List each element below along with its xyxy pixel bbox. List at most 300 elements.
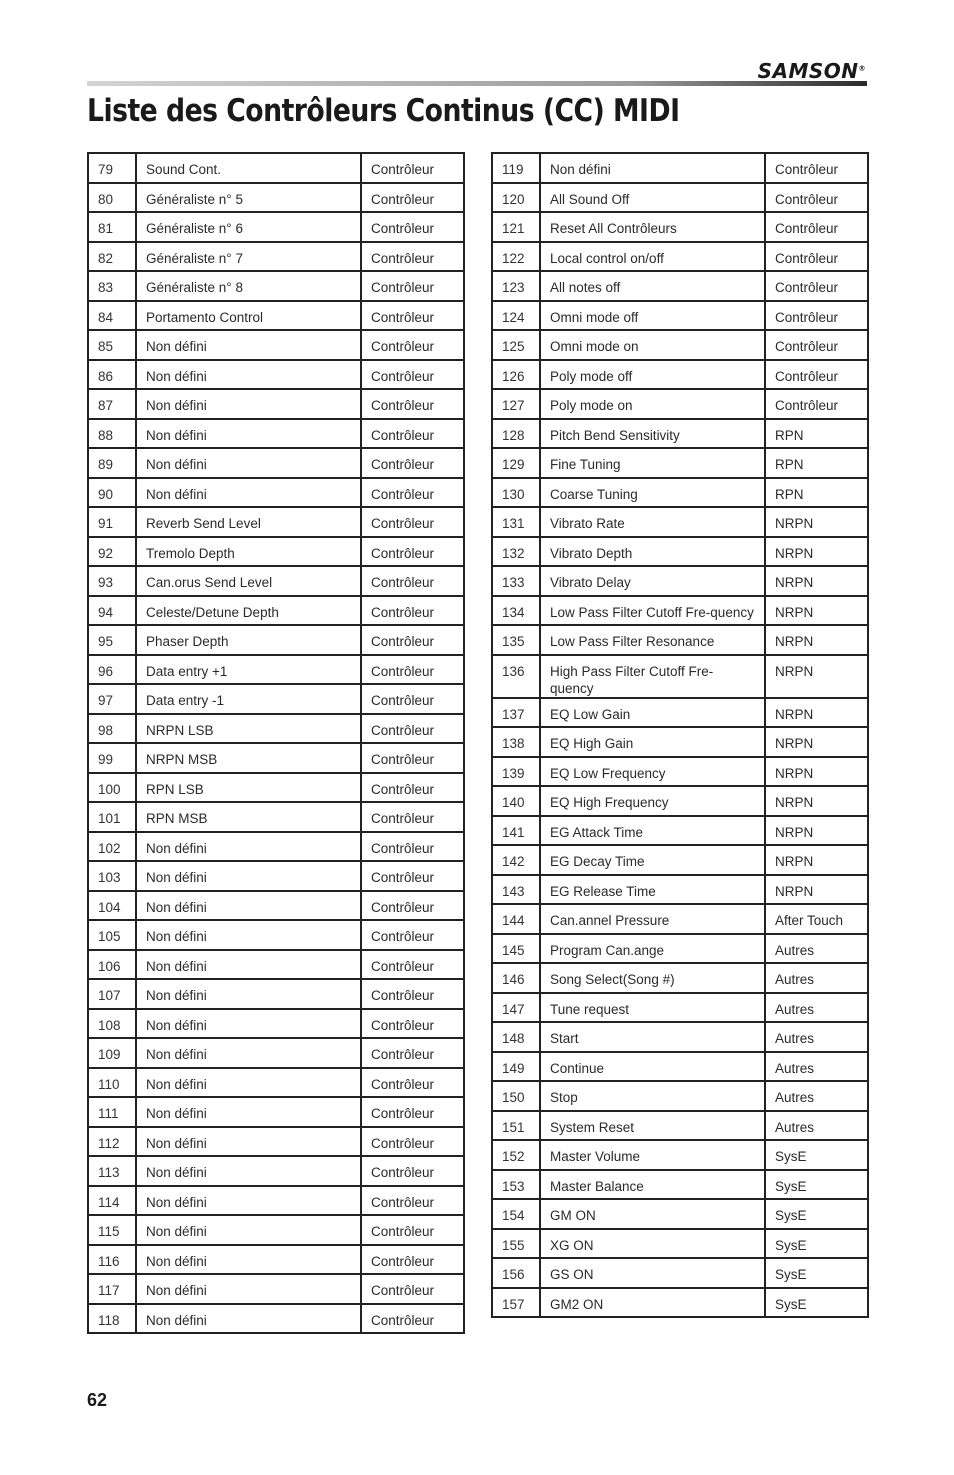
cc-name-cell: Poly mode on	[540, 389, 765, 419]
cc-number-cell: 130	[492, 478, 540, 508]
cc-number-cell: 134	[492, 596, 540, 626]
cc-type-cell: Contrôleur	[361, 566, 464, 596]
table-row	[492, 1170, 868, 1200]
cc-type-cell: Contrôleur	[361, 1215, 464, 1245]
cc-type-cell: Autres	[765, 1052, 868, 1082]
cc-number-cell: 101	[88, 802, 136, 832]
cc-type-cell: Contrôleur	[361, 714, 464, 744]
cc-number-cell: 155	[492, 1229, 540, 1259]
cc-type-cell: Contrôleur	[765, 271, 868, 301]
cc-name-cell: NRPN MSB	[136, 743, 361, 773]
cc-number-cell: 133	[492, 566, 540, 596]
table-row	[492, 537, 868, 567]
cc-name-cell: Non défini	[136, 448, 361, 478]
table-row	[88, 714, 464, 744]
cc-name-cell: RPN MSB	[136, 802, 361, 832]
cc-type-cell: Contrôleur	[361, 183, 464, 213]
cc-number-cell: 99	[88, 743, 136, 773]
table-row	[492, 271, 868, 301]
cc-name-cell: Non défini	[136, 861, 361, 891]
cc-name-cell: Non défini	[136, 1097, 361, 1127]
cc-name-cell: Non défini	[136, 360, 361, 390]
cc-name-cell: Poly mode off	[540, 360, 765, 390]
table-row	[88, 1127, 464, 1157]
table-row	[88, 537, 464, 567]
cc-name-cell: EG Decay Time	[540, 845, 765, 875]
cc-number-cell: 109	[88, 1038, 136, 1068]
cc-number-cell: 89	[88, 448, 136, 478]
cc-name-cell: EQ High Frequency	[540, 786, 765, 816]
cc-name-cell: High Pass Filter Cutoff Fre-quency	[540, 655, 765, 698]
cc-name-cell: Vibrato Rate	[540, 507, 765, 537]
cc-type-cell: NRPN	[765, 596, 868, 626]
cc-type-cell: NRPN	[765, 757, 868, 787]
cc-number-cell: 140	[492, 786, 540, 816]
table-row	[88, 891, 464, 921]
cc-name-cell: Master Balance	[540, 1170, 765, 1200]
cc-name-cell: Low Pass Filter Cutoff Fre-quency	[540, 596, 765, 626]
cc-type-cell: Contrôleur	[361, 537, 464, 567]
cc-number-cell: 96	[88, 655, 136, 685]
cc-name-cell: EQ High Gain	[540, 727, 765, 757]
cc-number-cell: 152	[492, 1140, 540, 1170]
cc-number-cell: 126	[492, 360, 540, 390]
table-row	[88, 861, 464, 891]
cc-number-cell: 120	[492, 183, 540, 213]
cc-type-cell: Autres	[765, 1022, 868, 1052]
cc-type-cell: Contrôleur	[361, 360, 464, 390]
cc-type-cell: Contrôleur	[361, 920, 464, 950]
cc-type-cell: Contrôleur	[361, 1068, 464, 1098]
cc-type-cell: Contrôleur	[361, 301, 464, 331]
cc-number-cell: 82	[88, 242, 136, 272]
cc-number-cell: 139	[492, 757, 540, 787]
cc-name-cell: Coarse Tuning	[540, 478, 765, 508]
cc-name-cell: System Reset	[540, 1111, 765, 1141]
cc-number-cell: 127	[492, 389, 540, 419]
cc-number-cell: 83	[88, 271, 136, 301]
table-row	[88, 183, 464, 213]
cc-type-cell: Contrôleur	[765, 301, 868, 331]
table-row	[88, 920, 464, 950]
cc-name-cell: RPN LSB	[136, 773, 361, 803]
cc-type-cell: Contrôleur	[361, 1304, 464, 1334]
cc-type-cell: NRPN	[765, 845, 868, 875]
cc-type-cell: Contrôleur	[361, 861, 464, 891]
cc-name-cell: All notes off	[540, 271, 765, 301]
cc-name-cell: Non défini	[136, 920, 361, 950]
cc-name-cell: Non défini	[136, 950, 361, 980]
cc-type-cell: SysE	[765, 1199, 868, 1229]
cc-name-cell: Song Select(Song #)	[540, 963, 765, 993]
cc-number-cell: 115	[88, 1215, 136, 1245]
cc-type-cell: Autres	[765, 1081, 868, 1111]
cc-type-cell: Contrôleur	[765, 330, 868, 360]
cc-name-cell: GS ON	[540, 1258, 765, 1288]
cc-type-cell: Contrôleur	[361, 212, 464, 242]
cc-name-cell: Non défini	[136, 478, 361, 508]
cc-type-cell: Contrôleur	[361, 625, 464, 655]
table-row	[88, 448, 464, 478]
cc-number-cell: 153	[492, 1170, 540, 1200]
cc-name-cell: EQ Low Frequency	[540, 757, 765, 787]
table-row	[88, 419, 464, 449]
cc-number-cell: 108	[88, 1009, 136, 1039]
cc-number-cell: 114	[88, 1186, 136, 1216]
cc-type-cell: Autres	[765, 993, 868, 1023]
cc-name-cell: Non défini	[136, 832, 361, 862]
cc-name-cell: Non défini	[136, 1127, 361, 1157]
cc-number-cell: 150	[492, 1081, 540, 1111]
table-row	[492, 1258, 868, 1288]
table-row	[492, 419, 868, 449]
cc-type-cell: NRPN	[765, 566, 868, 596]
cc-number-cell: 103	[88, 861, 136, 891]
cc-number-cell: 145	[492, 934, 540, 964]
cc-number-cell: 94	[88, 596, 136, 626]
table-row	[492, 360, 868, 390]
cc-name-cell: XG ON	[540, 1229, 765, 1259]
cc-type-cell: NRPN	[765, 698, 868, 728]
cc-number-cell: 90	[88, 478, 136, 508]
cc-name-cell: Can.orus Send Level	[136, 566, 361, 596]
page-number: 62	[87, 1390, 108, 1410]
cc-type-cell: NRPN	[765, 875, 868, 905]
table-row	[88, 478, 464, 508]
cc-type-cell: Contrôleur	[361, 507, 464, 537]
table-row	[492, 153, 868, 183]
cc-name-cell: GM ON	[540, 1199, 765, 1229]
table-row	[88, 1274, 464, 1304]
cc-number-cell: 151	[492, 1111, 540, 1141]
cc-type-cell: Contrôleur	[361, 1156, 464, 1186]
cc-name-cell: Stop	[540, 1081, 765, 1111]
table-row	[492, 845, 868, 875]
cc-name-cell: Non défini	[136, 389, 361, 419]
cc-number-cell: 110	[88, 1068, 136, 1098]
cc-name-cell: Local control on/off	[540, 242, 765, 272]
cc-name-cell: Généraliste n° 7	[136, 242, 361, 272]
cc-type-cell: RPN	[765, 448, 868, 478]
cc-type-cell: Contrôleur	[765, 242, 868, 272]
table-row	[88, 1245, 464, 1275]
table-row	[88, 625, 464, 655]
table-row	[88, 1215, 464, 1245]
cc-name-cell: Data entry -1	[136, 684, 361, 714]
cc-number-cell: 95	[88, 625, 136, 655]
table-row	[492, 963, 868, 993]
cc-name-cell: Program Can.ange	[540, 934, 765, 964]
cc-number-cell: 102	[88, 832, 136, 862]
table-row	[88, 832, 464, 862]
cc-number-cell: 123	[492, 271, 540, 301]
cc-name-cell: NRPN LSB	[136, 714, 361, 744]
cc-name-cell: Non défini	[136, 979, 361, 1009]
table-row	[492, 1140, 868, 1170]
cc-name-cell: Non défini	[136, 891, 361, 921]
cc-name-cell: Non défini	[136, 1156, 361, 1186]
table-row	[88, 773, 464, 803]
cc-type-cell: Autres	[765, 1111, 868, 1141]
table-row	[492, 330, 868, 360]
cc-name-cell: Phaser Depth	[136, 625, 361, 655]
table-row	[88, 271, 464, 301]
cc-name-cell: Can.annel Pressure	[540, 904, 765, 934]
cc-number-cell: 137	[492, 698, 540, 728]
samson-logo	[758, 59, 866, 83]
cc-name-cell: Continue	[540, 1052, 765, 1082]
cc-number-cell: 148	[492, 1022, 540, 1052]
cc-number-cell: 79	[88, 153, 136, 183]
cc-number-cell: 104	[88, 891, 136, 921]
cc-name-cell: Data entry +1	[136, 655, 361, 685]
cc-name-cell: Omni mode on	[540, 330, 765, 360]
cc-name-cell: Non défini	[136, 1304, 361, 1334]
cc-number-cell: 107	[88, 979, 136, 1009]
cc-number-cell: 119	[492, 153, 540, 183]
cc-number-cell: 138	[492, 727, 540, 757]
cc-name-cell: Reverb Send Level	[136, 507, 361, 537]
cc-type-cell: Contrôleur	[361, 478, 464, 508]
cc-type-cell: Contrôleur	[361, 1186, 464, 1216]
table-row	[492, 242, 868, 272]
cc-table-left	[87, 152, 465, 1334]
cc-number-cell: 111	[88, 1097, 136, 1127]
cc-name-cell: Non défini	[136, 330, 361, 360]
cc-type-cell: Contrôleur	[361, 271, 464, 301]
table-row	[88, 1068, 464, 1098]
cc-type-cell: Contrôleur	[361, 1097, 464, 1127]
table-row	[492, 934, 868, 964]
table-row	[88, 743, 464, 773]
table-row	[88, 507, 464, 537]
cc-type-cell: NRPN	[765, 786, 868, 816]
table-row	[492, 212, 868, 242]
cc-name-cell: Start	[540, 1022, 765, 1052]
cc-number-cell: 156	[492, 1258, 540, 1288]
cc-table-left-body	[88, 153, 464, 1333]
cc-name-cell: Non défini	[136, 1068, 361, 1098]
cc-number-cell: 93	[88, 566, 136, 596]
table-row	[492, 1288, 868, 1318]
cc-number-cell: 124	[492, 301, 540, 331]
cc-number-cell: 131	[492, 507, 540, 537]
cc-type-cell: Contrôleur	[361, 684, 464, 714]
cc-type-cell: Contrôleur	[361, 743, 464, 773]
cc-type-cell: Contrôleur	[765, 389, 868, 419]
cc-number-cell: 136	[492, 655, 540, 698]
cc-name-cell: Généraliste n° 6	[136, 212, 361, 242]
cc-number-cell: 112	[88, 1127, 136, 1157]
cc-number-cell: 87	[88, 389, 136, 419]
cc-number-cell: 98	[88, 714, 136, 744]
cc-number-cell: 143	[492, 875, 540, 905]
cc-type-cell: SysE	[765, 1170, 868, 1200]
table-row	[88, 684, 464, 714]
cc-type-cell: After Touch	[765, 904, 868, 934]
cc-name-cell: Non défini	[136, 1245, 361, 1275]
cc-type-cell: NRPN	[765, 537, 868, 567]
cc-type-cell: Contrôleur	[361, 1274, 464, 1304]
table-row	[88, 566, 464, 596]
cc-type-cell: Contrôleur	[361, 1038, 464, 1068]
cc-name-cell: Non défini	[136, 1009, 361, 1039]
cc-number-cell: 121	[492, 212, 540, 242]
cc-type-cell: SysE	[765, 1258, 868, 1288]
cc-number-cell: 142	[492, 845, 540, 875]
cc-number-cell: 132	[492, 537, 540, 567]
table-row	[492, 904, 868, 934]
table-row	[88, 1186, 464, 1216]
table-row	[88, 1304, 464, 1334]
table-row	[88, 330, 464, 360]
cc-type-cell: Contrôleur	[361, 832, 464, 862]
cc-name-cell: All Sound Off	[540, 183, 765, 213]
cc-name-cell: GM2 ON	[540, 1288, 765, 1318]
table-row	[492, 301, 868, 331]
page-title: Liste des Contrôleurs Continus (CC) MIDI	[87, 93, 680, 129]
cc-number-cell: 116	[88, 1245, 136, 1275]
cc-name-cell: Fine Tuning	[540, 448, 765, 478]
cc-name-cell: Tremolo Depth	[136, 537, 361, 567]
trademark-symbol: ®	[858, 64, 866, 73]
brand-name: SAMSON	[757, 59, 859, 83]
table-row	[88, 242, 464, 272]
cc-type-cell: Contrôleur	[765, 183, 868, 213]
table-row	[492, 1052, 868, 1082]
cc-number-cell: 149	[492, 1052, 540, 1082]
cc-name-cell: Non défini	[136, 1215, 361, 1245]
table-row	[492, 596, 868, 626]
cc-type-cell: RPN	[765, 478, 868, 508]
cc-number-cell: 157	[492, 1288, 540, 1318]
table-row	[492, 875, 868, 905]
cc-number-cell: 141	[492, 816, 540, 846]
table-row	[492, 625, 868, 655]
cc-name-cell: Omni mode off	[540, 301, 765, 331]
table-row	[88, 389, 464, 419]
cc-type-cell: NRPN	[765, 625, 868, 655]
cc-type-cell: SysE	[765, 1229, 868, 1259]
cc-number-cell: 122	[492, 242, 540, 272]
cc-table-right	[491, 152, 869, 1318]
cc-name-cell: Généraliste n° 5	[136, 183, 361, 213]
cc-number-cell: 113	[88, 1156, 136, 1186]
cc-number-cell: 85	[88, 330, 136, 360]
cc-number-cell: 88	[88, 419, 136, 449]
table-row	[492, 757, 868, 787]
table-row	[88, 1156, 464, 1186]
cc-type-cell: Contrôleur	[361, 802, 464, 832]
table-row	[492, 786, 868, 816]
table-row	[492, 993, 868, 1023]
table-row	[492, 1229, 868, 1259]
cc-type-cell: Contrôleur	[361, 242, 464, 272]
table-row	[88, 1038, 464, 1068]
table-row	[492, 389, 868, 419]
cc-type-cell: SysE	[765, 1288, 868, 1318]
cc-type-cell: Contrôleur	[765, 212, 868, 242]
cc-number-cell: 117	[88, 1274, 136, 1304]
cc-name-cell: Tune request	[540, 993, 765, 1023]
cc-type-cell: Contrôleur	[361, 330, 464, 360]
table-row	[492, 1081, 868, 1111]
cc-name-cell: EQ Low Gain	[540, 698, 765, 728]
cc-name-cell: Non défini	[136, 419, 361, 449]
cc-name-cell: EG Attack Time	[540, 816, 765, 846]
cc-type-cell: Contrôleur	[361, 773, 464, 803]
cc-type-cell: SysE	[765, 1140, 868, 1170]
table-row	[88, 979, 464, 1009]
table-row	[492, 816, 868, 846]
cc-number-cell: 105	[88, 920, 136, 950]
cc-number-cell: 154	[492, 1199, 540, 1229]
table-row	[492, 183, 868, 213]
cc-type-cell: Contrôleur	[361, 891, 464, 921]
cc-name-cell: Master Volume	[540, 1140, 765, 1170]
cc-type-cell: Contrôleur	[361, 596, 464, 626]
cc-type-cell: Autres	[765, 963, 868, 993]
cc-type-cell: Contrôleur	[765, 360, 868, 390]
table-row	[492, 1022, 868, 1052]
table-row	[492, 727, 868, 757]
header-rule	[87, 81, 867, 86]
cc-type-cell: Contrôleur	[361, 1009, 464, 1039]
table-row	[88, 301, 464, 331]
cc-table-right-body	[492, 153, 868, 1317]
table-row	[88, 655, 464, 685]
cc-number-cell: 147	[492, 993, 540, 1023]
table-row	[492, 1111, 868, 1141]
cc-name-cell: Non défini	[136, 1186, 361, 1216]
cc-name-cell: Vibrato Delay	[540, 566, 765, 596]
table-row	[88, 950, 464, 980]
table-row	[492, 448, 868, 478]
table-row	[88, 1009, 464, 1039]
cc-number-cell: 118	[88, 1304, 136, 1334]
cc-name-cell: Généraliste n° 8	[136, 271, 361, 301]
table-row	[88, 596, 464, 626]
cc-number-cell: 91	[88, 507, 136, 537]
cc-number-cell: 106	[88, 950, 136, 980]
cc-number-cell: 146	[492, 963, 540, 993]
cc-number-cell: 84	[88, 301, 136, 331]
cc-number-cell: 100	[88, 773, 136, 803]
cc-type-cell: RPN	[765, 419, 868, 449]
cc-name-cell: Pitch Bend Sensitivity	[540, 419, 765, 449]
table-row	[492, 566, 868, 596]
table-row	[88, 1097, 464, 1127]
table-row	[88, 802, 464, 832]
table-row	[492, 507, 868, 537]
cc-name-cell: Vibrato Depth	[540, 537, 765, 567]
table-row	[492, 655, 868, 698]
cc-number-cell: 135	[492, 625, 540, 655]
cc-number-cell: 125	[492, 330, 540, 360]
cc-name-cell: Celeste/Detune Depth	[136, 596, 361, 626]
cc-type-cell: Contrôleur	[361, 979, 464, 1009]
cc-type-cell: Contrôleur	[361, 448, 464, 478]
cc-type-cell: Contrôleur	[361, 389, 464, 419]
cc-type-cell: Contrôleur	[765, 153, 868, 183]
cc-number-cell: 86	[88, 360, 136, 390]
cc-number-cell: 129	[492, 448, 540, 478]
cc-type-cell: NRPN	[765, 727, 868, 757]
cc-type-cell: Autres	[765, 934, 868, 964]
cc-number-cell: 128	[492, 419, 540, 449]
cc-name-cell: Portamento Control	[136, 301, 361, 331]
table-row	[492, 698, 868, 728]
